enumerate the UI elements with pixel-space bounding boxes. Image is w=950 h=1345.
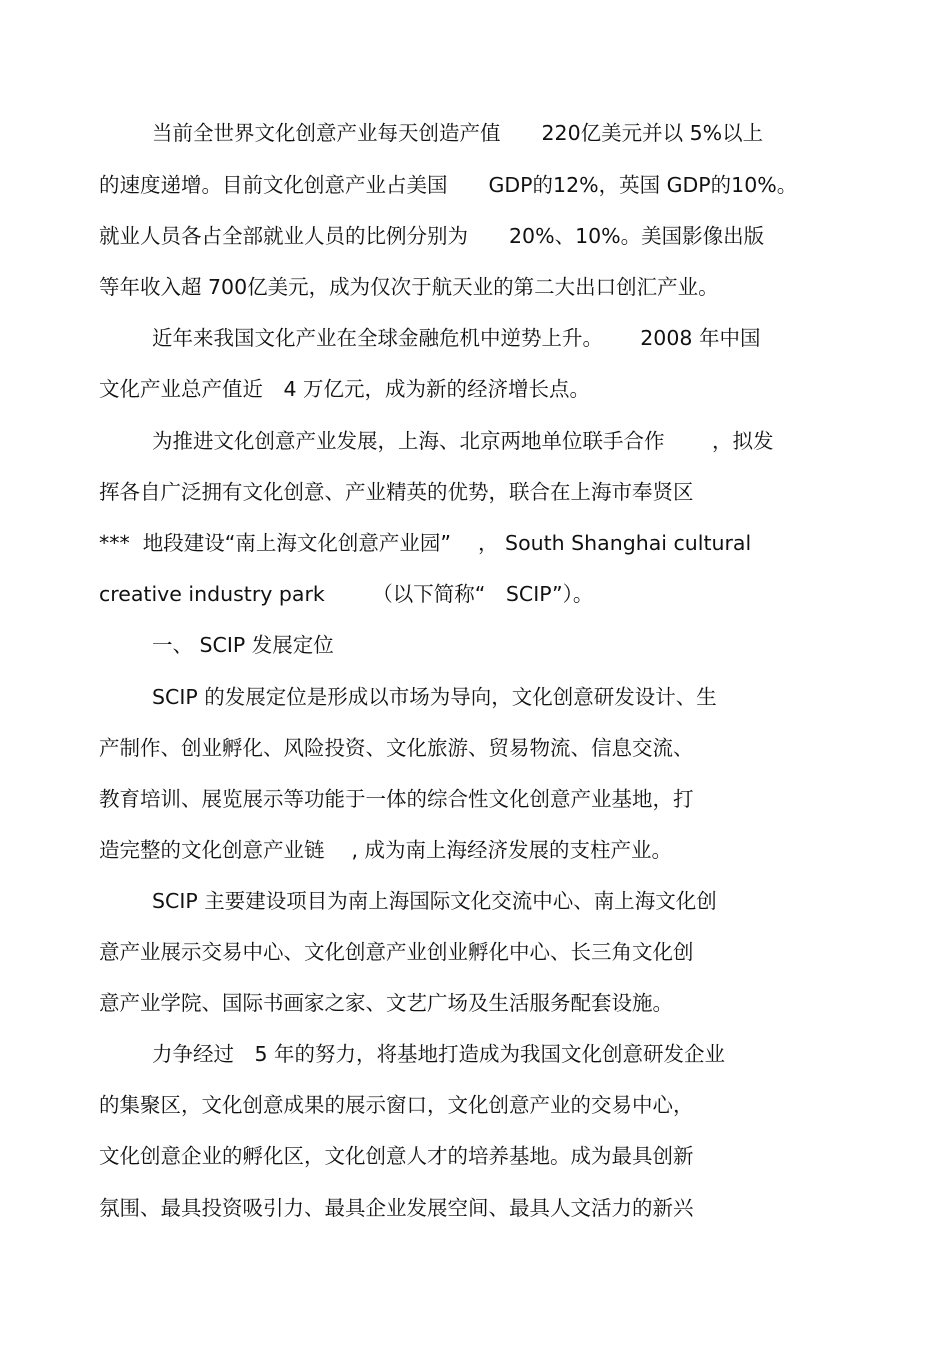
text-line: 造完整的文化创意产业链 , 成为南上海经济发展的支柱产业。 [99,838,673,862]
text-line: 等年收入超 700亿美元，成为仅次于航天业的第二大出口创汇产业。 [99,275,719,299]
text-line: *** 地段建设“南上海文化创意产业园” ， South Shanghai cultural [99,531,752,555]
text-line: 的速度递增。目前文化创意产业占美国 GDP的12%，英国 GDP的10%。 [99,173,798,197]
section-heading: 一、 SCIP 发展定位 [152,633,334,657]
text-line: 力争经过 5 年的努力，将基地打造成为我国文化创意研发企业 [152,1042,726,1066]
text-line: 意产业展示交易中心、文化创意产业创业孵化中心、长三角文化创 [99,940,694,964]
text-line: 意产业学院、国际书画家之家、文艺广场及生活服务配套设施。 [99,991,673,1015]
text-line: creative industry park （以下简称“ SCIP”）。 [99,582,594,606]
text-line: 为推进文化创意产业发展，上海、北京两地单位联手合作 ，拟发 [152,429,774,453]
text-line: 当前全世界文化创意产业每天创造产值 220亿美元并以 5%以上 [152,121,764,145]
text-line: SCIP 主要建设项目为南上海国际文化交流中心、南上海文化创 [152,889,717,913]
text-line: 氛围、最具投资吸引力、最具企业发展空间、最具人文活力的新兴 [99,1196,694,1220]
text-line: 文化产业总产值近 4 万亿元，成为新的经济增长点。 [99,377,591,401]
text-line: 教育培训、展览展示等功能于一体的综合性文化创意产业基地，打 [99,787,694,811]
text-line: 挥各自广泛拥有文化创意、产业精英的优势，联合在上海市奉贤区 [99,480,694,504]
text-line: 的集聚区，文化创意成果的展示窗口，文化创意产业的交易中心， [99,1093,694,1117]
text-line: 近年来我国文化产业在全球金融危机中逆势上升。 2008 年中国 [152,326,761,350]
text-line: 文化创意企业的孵化区，文化创意人才的培养基地。成为最具创新 [99,1144,694,1168]
text-line: SCIP 的发展定位是形成以市场为导向，文化创意研发设计、生 [152,685,717,709]
text-line: 就业人员各占全部就业人员的比例分别为 20%、10%。美国影像出版 [99,224,765,248]
text-line: 产制作、创业孵化、风险投资、文化旅游、贸易物流、信息交流、 [99,736,694,760]
